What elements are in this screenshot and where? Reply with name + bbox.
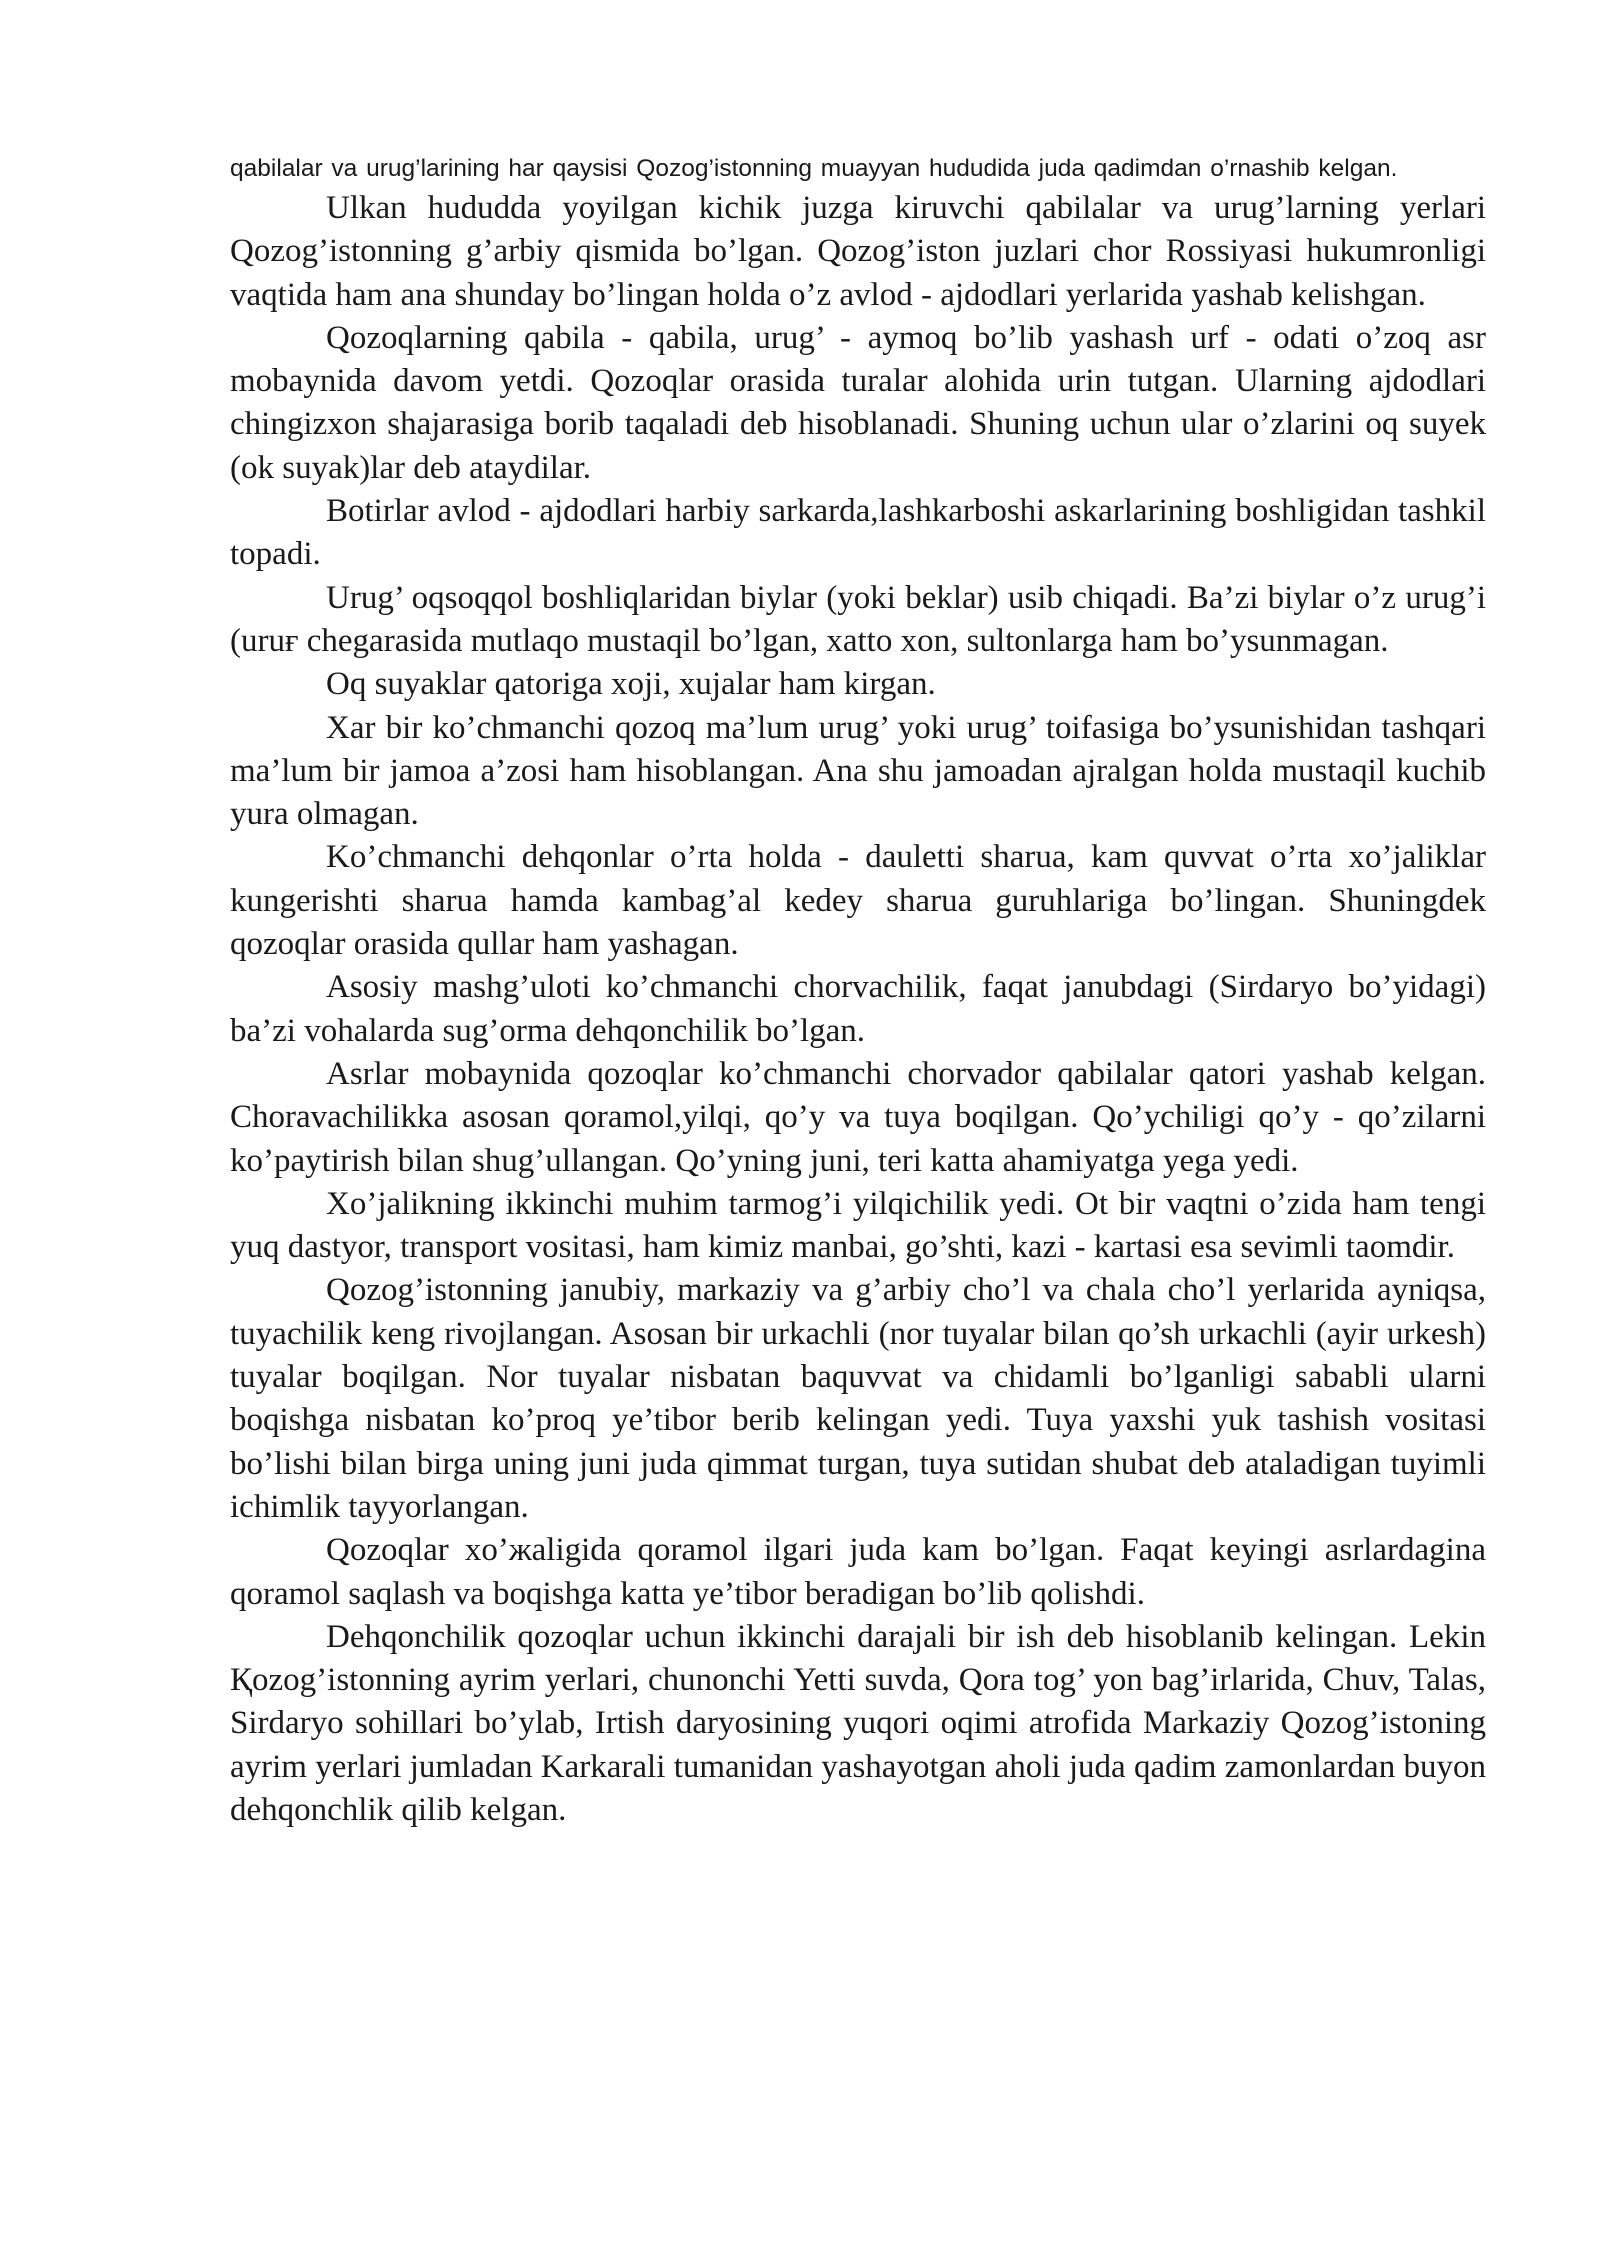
continued-paragraph: qabilalar va urug’larining har qaysisi Qozog’istonning muayyan hududida juda qadimdan o’rnashib kelgan. [230, 155, 1398, 182]
paragraph: Dehqonchilik qozoqlar uchun ikkinchi darajali bir ish deb hisoblanib kelingan. Lekin Қozog’istonning ayrim yerlari, chunonchi Yetti suvda, Qora tog’ yon bag’irlarida, Chuv, Talas, Sirdaryo sohillari bo’ylab, Irtish daryosining yuqori oqimi atrofida Markaziy Qozog’istoning ayrim yerlari jumladan Karkarali tumanidan yashayotgan aholi juda qadim zamonlardan buyon dehqonchlik qilib kelgan. [230, 1618, 1486, 1828]
paragraph: Urug’ oqsoqqol boshliqlaridan biylar (yoki beklar) usib chiqadi. Ba’zi biylar o’z urug’i (uruғ chegarasida mutlaqo mustaqil bo’lgan, xatto xon, sultonlarga ham bo’ysunmagan. [230, 579, 1486, 659]
paragraph: Asosiy mashg’uloti ko’chmanchi chorvachilik, faqat janubdagi (Sirdaryo bo’yidagi) ba’zi vohalarda sug’orma dehqonchilik bo’lgan. [230, 969, 1486, 1049]
paragraph: Ulkan hududda yoyilgan kichik juzga kiruvchi qabilalar va urug’larning yerlari Qozog’istonning g’arbiy qismida bo’lgan. Qozog’iston juzlari chor Rossiyasi hukumronligi vaqtida ham ana shunday bo’lingan holda o’z avlod - ajdodlari yerlarida yashab kelishgan. [230, 190, 1486, 313]
paragraph: Botirlar avlod - ajdodlari harbiy sarkarda,lashkarboshi askarlarining boshligidan tashkil topadi. [230, 493, 1486, 573]
paragraph: Xo’jalikning ikkinchi muhim tarmog’i yilqichilik yedi. Ot bir vaqtni o’zida ham tengi yuq dastyor, transport vositasi, ham kimiz manbai, go’shti, kazi - kartasi esa sevimli taomdir. [230, 1185, 1486, 1266]
paragraph: Oq suyaklar qatoriga xoji, xujalar ham kirgan. [326, 666, 936, 703]
paragraph: Qozoqlar xo’жaligida qoramol ilgari juda kam bo’lgan. Faqat keyingi asrlardagina qoramol saqlash va boqishga katta ye’tibor beradigan bo’lib qolishdi. [230, 1532, 1486, 1612]
paragraph: Xar bir ko’chmanchi qozoq ma’lum urug’ yoki urug’ toifasiga bo’ysunishidan tashqari ma’lum bir jamoa a’zosi ham hisoblangan. Ana shu jamoadan ajralgan holda mustaqil kuchib yura olmagan. [230, 709, 1486, 833]
paragraph: Qozog’istonning janubiy, markaziy va g’arbiy cho’l va chala cho’l yerlarida ayniqsa, tuyachilik keng rivojlangan. Asosan bir urkachli (nor tuyalar bilan qo’sh urkachli (ayir urkesh) tuyalar boqilgan. Nor tuyalar nisbatan baquvvat va chidamli bo’lganligi sababli ularni boqishga nisbatan ko’proq ye’tibor berib kelingan yedi. Tuya yaxshi yuk tashish vositasi bo’lishi bilan birga uning juni juda qimmat turgan, tuya sutidan shubat deb ataladigan tuyimli ichimlik tayyorlangan. [230, 1272, 1486, 1525]
document-body [230, 150, 1486, 1832]
paragraph: Qozoqlarning qabila - qabila, urug’ - aymoq bo’lib yashash urf - odati o’zoq asr mobaynida davom yetdi. Qozoqlar orasida turalar alohida urin tutgan. Ularning ajdodlari chingizxon shajarasiga borib taqaladi deb hisoblanadi. Shuning uchun ular o’zlarini oq suyek (ok suyak)lar deb ataydilar. [230, 319, 1486, 486]
paragraph: Ko’chmanchi dehqonlar o’rta holda - dauletti sharua, kam quvvat o’rta xo’jaliklar kungerishti sharua hamda kambag’al kedey sharua guruhlariga bo’lingan. Shuningdek qozoqlar orasida qullar ham yashagan. [230, 839, 1486, 963]
paragraph: Asrlar mobaynida qozoqlar ko’chmanchi chorvador qabilalar qatori yashab kelgan. Choravachilikka asosan qoramol,yilqi, qo’y va tuya boqilgan. Qo’ychiligi qo’y - qo’zilarni ko’paytirish bilan shug’ullangan. Qo’yning juni, teri katta ahamiyatga yega yedi. [230, 1055, 1486, 1179]
